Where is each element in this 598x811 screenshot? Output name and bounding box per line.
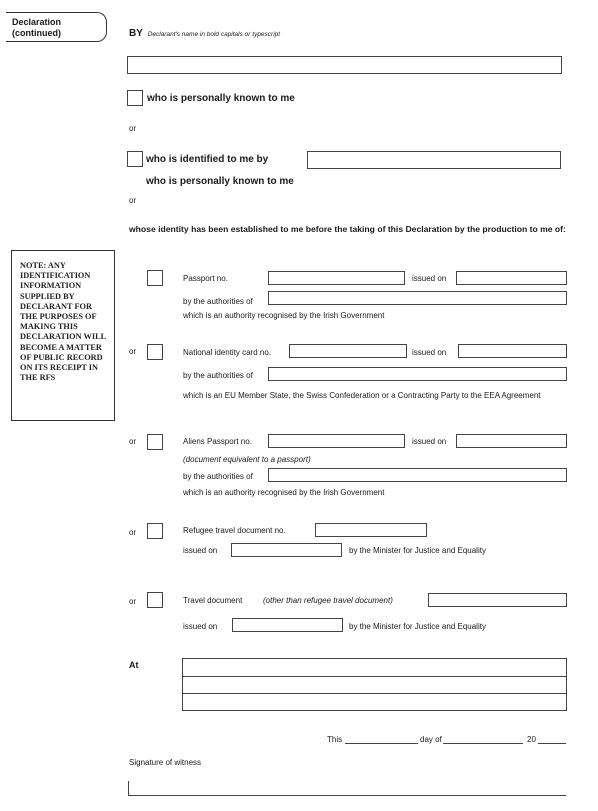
known-label: who is personally known to me xyxy=(147,93,295,104)
national-id-checkbox[interactable] xyxy=(147,344,163,360)
known-checkbox[interactable] xyxy=(127,90,143,106)
date-this-label: This xyxy=(327,735,343,744)
passport-checkbox[interactable] xyxy=(147,270,163,286)
or-label: or xyxy=(129,597,137,606)
signature-field[interactable] xyxy=(128,781,566,796)
month-blank[interactable] xyxy=(443,743,523,744)
national-id-label: National identity card no. xyxy=(183,348,272,357)
aliens-passport-checkbox[interactable] xyxy=(147,434,163,450)
or-label: or xyxy=(129,347,137,356)
national-id-authorities-field[interactable] xyxy=(268,367,567,381)
at-address-divider xyxy=(183,676,566,677)
or-label: or xyxy=(129,437,137,446)
aliens-passport-number-field[interactable] xyxy=(268,434,405,448)
national-id-number-field[interactable] xyxy=(289,344,407,358)
identified-label: who is identified to me by xyxy=(146,154,269,165)
at-address-field[interactable] xyxy=(182,658,567,711)
at-address-divider xyxy=(183,693,566,694)
at-label: At xyxy=(129,660,139,670)
refugee-doc-issued-label: issued on xyxy=(183,546,218,555)
aliens-passport-equivalent-text: (document equivalent to a passport) xyxy=(183,455,311,464)
passport-issued-field[interactable] xyxy=(456,271,567,285)
or-label: or xyxy=(129,528,137,537)
travel-doc-minister-text: by the Minister for Justice and Equality xyxy=(349,622,486,631)
by-hint: Declarant's name in bold capitals or typescript xyxy=(147,31,281,38)
refugee-doc-checkbox[interactable] xyxy=(147,523,163,539)
aliens-passport-label: Aliens Passport no. xyxy=(183,437,252,446)
travel-doc-checkbox[interactable] xyxy=(147,592,163,608)
year-blank[interactable] xyxy=(538,743,566,744)
identity-intro: whose identity has been established to me before the taking of this Declaration by the production to me of: xyxy=(129,224,566,234)
section-tab xyxy=(6,12,107,42)
date-year-prefix: 20 xyxy=(527,735,536,744)
national-id-issued-field[interactable] xyxy=(458,344,567,358)
passport-issued-label: issued on xyxy=(412,274,447,283)
travel-doc-number-field[interactable] xyxy=(428,593,567,607)
date-day-of-label: day of xyxy=(420,735,442,744)
national-id-authorities-label: by the authorities of xyxy=(183,371,253,380)
travel-doc-label: Travel document xyxy=(183,596,243,605)
aliens-passport-authorities-label: by the authorities of xyxy=(183,472,253,481)
identifier-field[interactable] xyxy=(307,151,561,169)
aliens-passport-issued-label: issued on xyxy=(412,437,447,446)
signature-label: Signature of witness xyxy=(129,758,202,767)
identified-checkbox[interactable] xyxy=(127,151,143,167)
aliens-passport-recognised-text: which is an authority recognised by the Irish Government xyxy=(183,488,385,497)
refugee-doc-label: Refugee travel document no. xyxy=(183,526,286,535)
or-label: or xyxy=(129,124,137,133)
aliens-passport-issued-field[interactable] xyxy=(456,434,567,448)
identified-known-label: who is personally known to me xyxy=(146,176,294,187)
section-tab-subtitle: (continued) xyxy=(12,28,61,38)
or-label: or xyxy=(129,196,137,205)
refugee-doc-minister-text: by the Minister for Justice and Equality xyxy=(349,546,486,555)
passport-authorities-label: by the authorities of xyxy=(183,297,253,306)
refugee-doc-number-field[interactable] xyxy=(315,523,427,537)
by-label: BY xyxy=(129,28,143,39)
section-tab-title: Declaration xyxy=(12,17,62,27)
declarant-name-field[interactable] xyxy=(127,56,562,74)
national-id-recognised-text: which is an EU Member State, the Swiss Confederation or a Contracting Party to the EEA Agreement xyxy=(183,391,541,400)
passport-recognised-text: which is an authority recognised by the Irish Government xyxy=(183,311,385,320)
note-text: NOTE: ANY IDENTIFICATION INFORMATION SUPPLIED BY DECLARANT FOR THE PURPOSES OF MAKING THIS DECLARATION WILL BECOME A MATTER OF PUBLIC RECORD ON ITS RECEIPT IN THE RFS xyxy=(20,261,106,383)
national-id-issued-label: issued on xyxy=(412,348,447,357)
passport-number-field[interactable] xyxy=(268,271,405,285)
passport-label: Passport no. xyxy=(183,274,228,283)
travel-doc-qualifier: (other than refugee travel document) xyxy=(263,596,393,605)
by-row xyxy=(129,28,280,41)
travel-doc-issued-field[interactable] xyxy=(232,618,343,632)
day-blank[interactable] xyxy=(345,743,418,744)
refugee-doc-issued-field[interactable] xyxy=(231,543,342,557)
passport-authorities-field[interactable] xyxy=(268,291,567,305)
note-box xyxy=(11,250,115,421)
aliens-passport-authorities-field[interactable] xyxy=(268,468,567,482)
travel-doc-issued-label: issued on xyxy=(183,622,218,631)
